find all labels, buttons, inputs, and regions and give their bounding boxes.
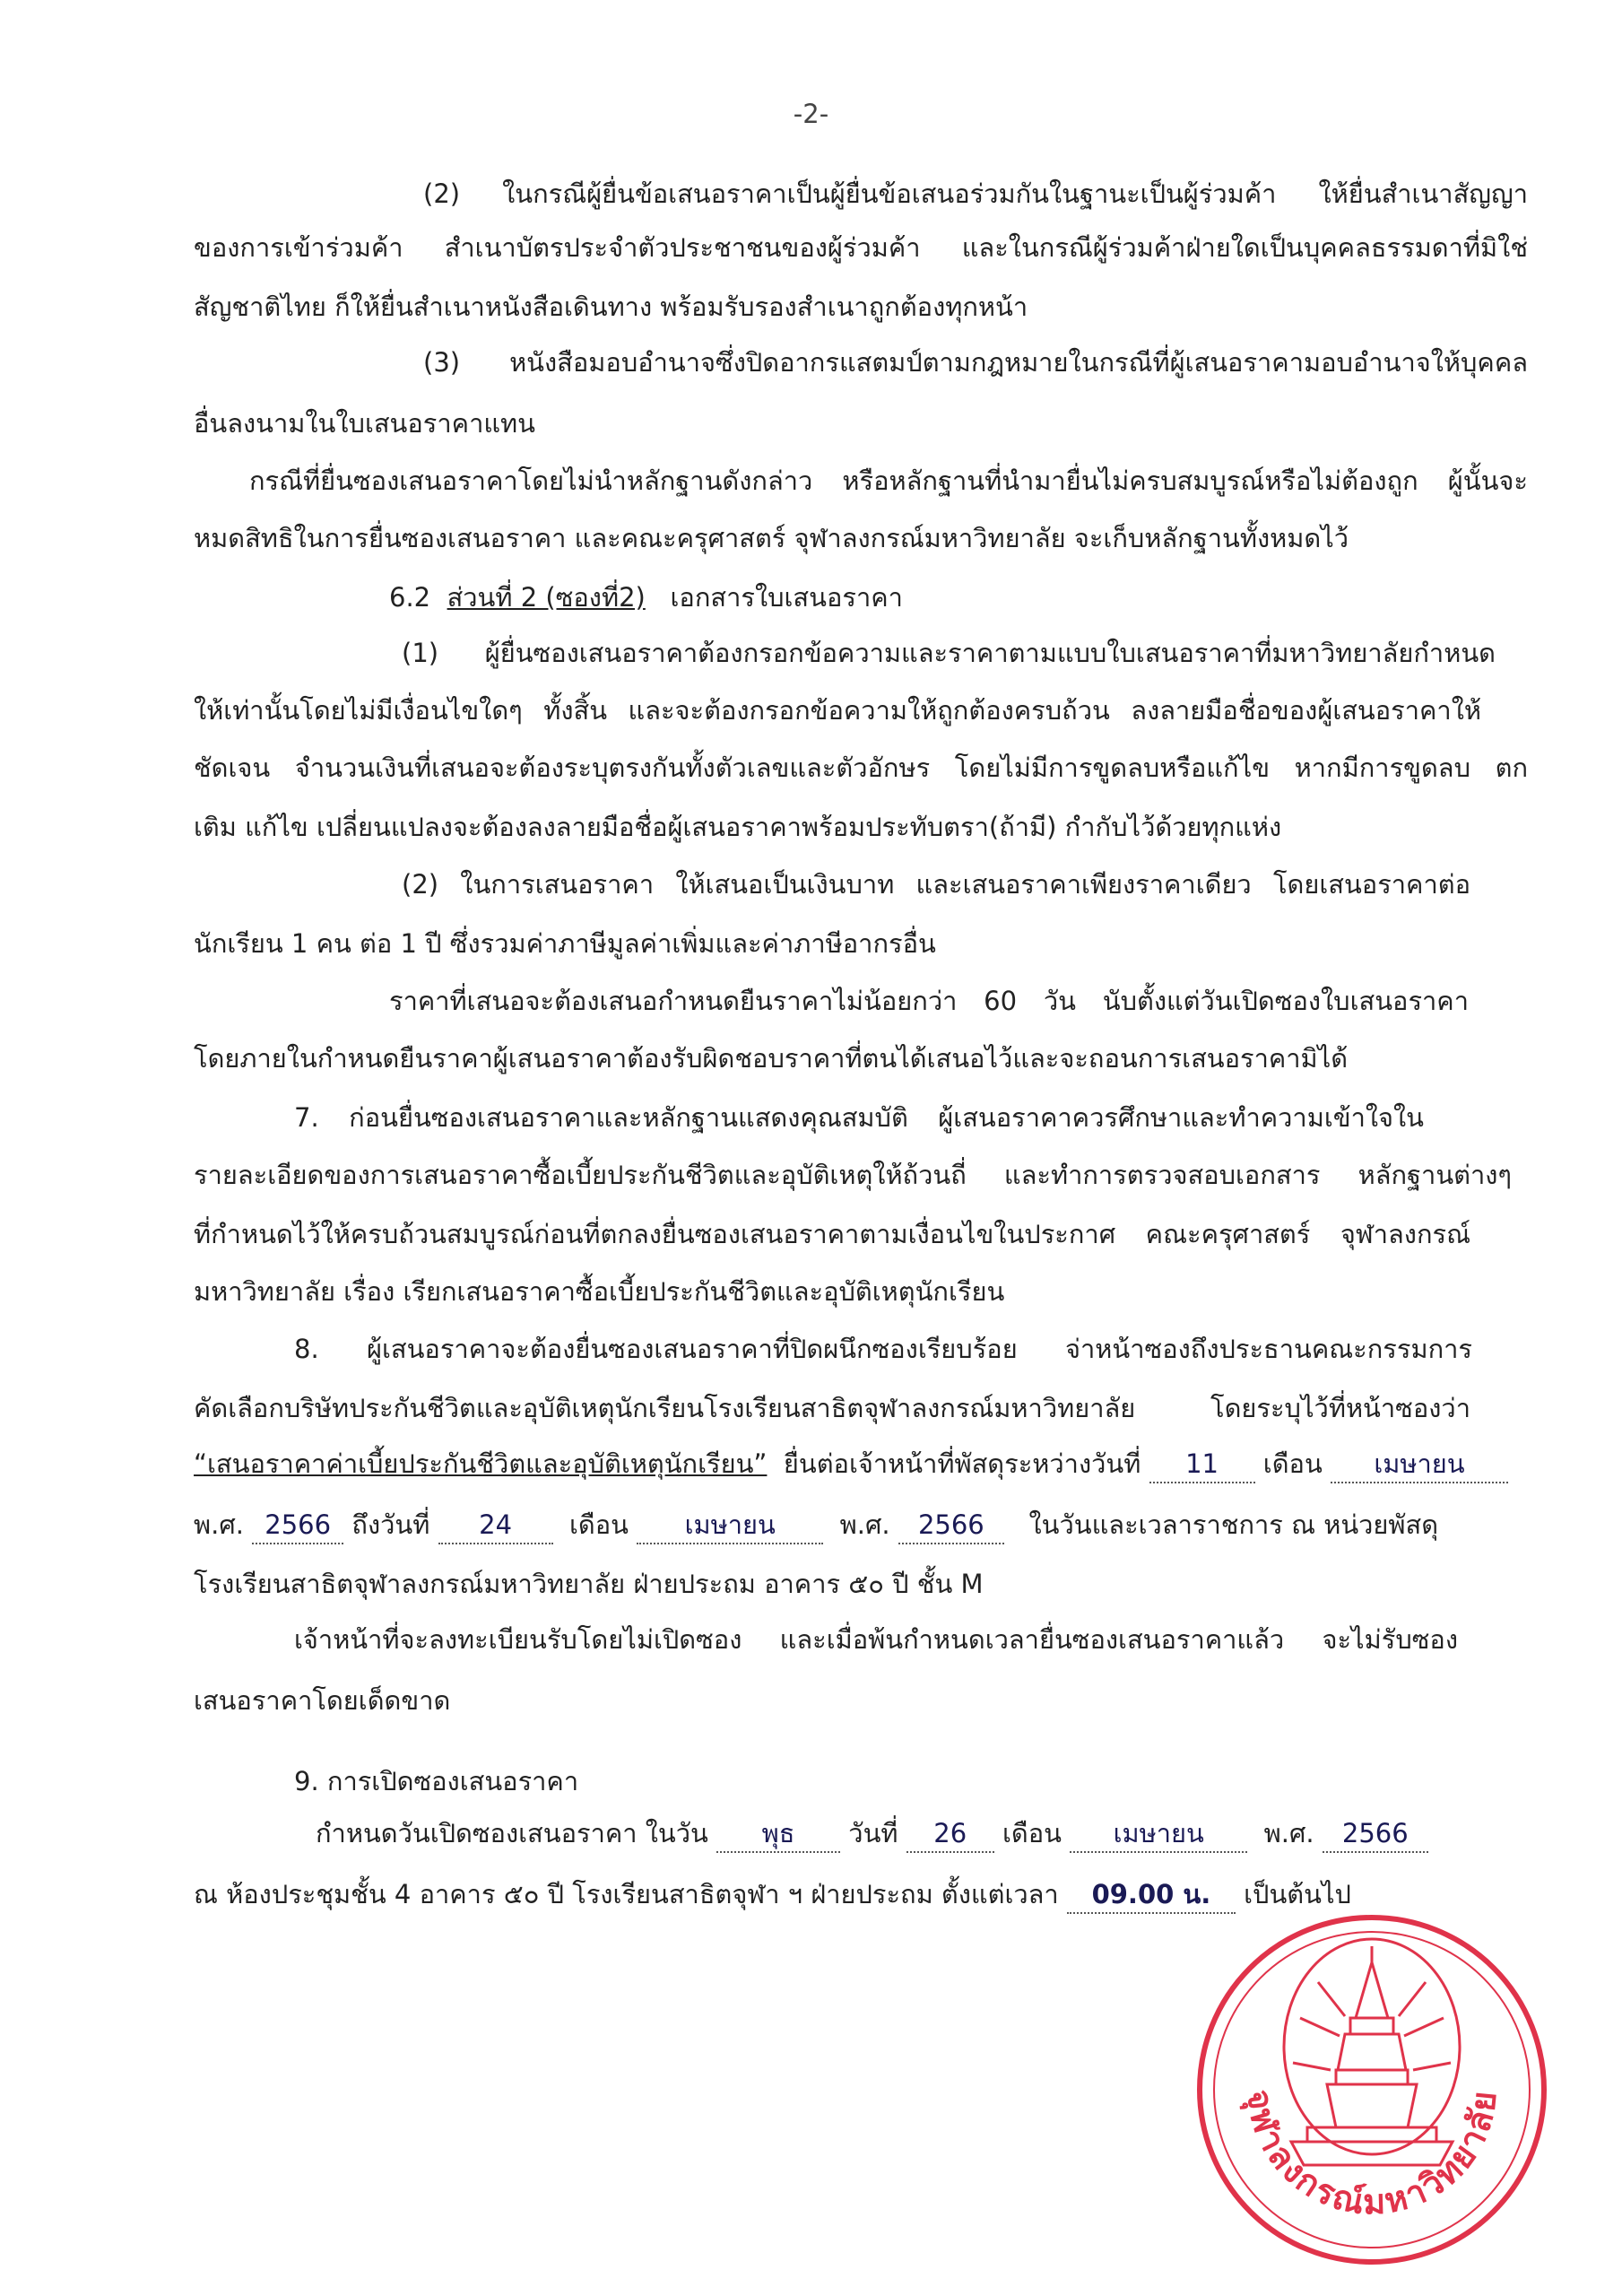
s7-line-2: รายละเอียดของการเสนอราคาซื้อเบี้ยประกันชีวิตและอุบัติเหตุให้ถ้วนถี่ และทำการตรวจสอบเอกสาร หลักฐานต่างๆ — [194, 1160, 1512, 1190]
missing-evidence-note-line-1: กรณีที่ยื่นซองเสนอราคาโดยไม่นำหลักฐานดังกล่าว หรือหลักฐานที่นำมายื่นไม่ครบสมบูรณ์หรือไม่ต้องถูก ผู้นั้นจะ — [249, 465, 1528, 496]
s6-2-item-1-line-2: ให้เท่านั้นโดยไม่มีเงื่อนไขใดๆ ทั้งสิ้น และจะต้องกรอกข้อความให้ถูกต้องครบถ้วน ลงลายมือชื่อของผู้เสนอราคาให้ — [194, 695, 1481, 726]
s6-1-item-2-line-1: (2) ในกรณีผู้ยื่นข้อเสนอราคาเป็นผู้ยื่นข้อเสนอร่วมกันในฐานะเป็นผู้ร่วมค้า ให้ยื่นสำเนาสัญญา — [423, 178, 1528, 209]
page-number: -2- — [793, 99, 829, 129]
s9-onward: เป็นต้นไป — [1244, 1879, 1351, 1909]
submission-end-year: 2566 — [898, 1507, 1004, 1544]
s9-day-label: วันที่ — [848, 1818, 898, 1848]
s7-line-1: 7. ก่อนยื่นซองเสนอราคาและหลักฐานแสดงคุณสมบัติ ผู้เสนอราคาควรศึกษาและทำความเข้าใจใน — [294, 1102, 1424, 1133]
s9-heading: 9. การเปิดซองเสนอราคา — [294, 1766, 579, 1796]
opening-day: 26 — [906, 1815, 994, 1853]
s6-2-heading — [389, 579, 903, 615]
s6-1-item-2-line-3: สัญชาติไทย ก็ให้ยื่นสำเนาหนังสือเดินทาง พร้อมรับรองสำเนาถูกต้องทุกหน้า — [194, 291, 1028, 322]
submission-start-month: เมษายน — [1331, 1446, 1508, 1483]
s8-month-label-2: เดือน — [569, 1509, 629, 1540]
seal-text: จุฬาลงกรณ์มหาวิทยาลัย — [1239, 2087, 1505, 2222]
submission-end-month: เมษายน — [637, 1507, 823, 1544]
s8-to-label: ถึงวันที่ — [351, 1509, 430, 1540]
s8-p2-line-2: เสนอราคาโดยเด็ดขาด — [194, 1685, 451, 1716]
university-seal-stamp — [1193, 1910, 1551, 2269]
s8-line-4 — [194, 1507, 1438, 1544]
s6-2-item-1-line-1: (1) ผู้ยื่นซองเสนอราคาต้องกรอกข้อความและราคาตามแบบใบเสนอราคาที่มหาวิทยาลัยกำหนด — [402, 638, 1496, 668]
s6-2-item-1-line-3: ชัดเจน จำนวนเงินที่เสนอจะต้องระบุตรงกันทั้งตัวเลขและตัวอักษร โดยไม่มีการขูดลบหรือแก้ไข หากมีการขูดลบ ตก — [194, 752, 1528, 783]
s8-office-hours: ในวันและเวลาราชการ ณ หน่วยพัสดุ — [1028, 1509, 1439, 1540]
s8-line-2: คัดเลือกบริษัทประกันชีวิตและอุบัติเหตุนักเรียนโรงเรียนสาธิตจุฬาลงกรณ์มหาวิทยาลัย โดยระบุไว้ที่หน้าซองว่า — [194, 1393, 1470, 1423]
s8-be-label-2: พ.ศ. — [839, 1509, 890, 1540]
s6-1-item-3-line-2: อื่นลงนามในใบเสนอราคาแทน — [194, 408, 535, 439]
s9-be-label: พ.ศ. — [1263, 1818, 1314, 1848]
s6-1-item-3-line-1: (3) หนังสือมอบอำนาจซึ่งปิดอากรแสตมป์ตามกฎหมายในกรณีที่ผู้เสนอราคามอบอำนาจให้บุคคล — [423, 347, 1528, 378]
opening-month: เมษายน — [1070, 1815, 1247, 1853]
price-validity-line-2: โดยภายในกำหนดยืนราคาผู้เสนอราคาต้องรับผิดชอบราคาที่ตนได้เสนอไว้และจะถอนการเสนอราคามิได้ — [194, 1043, 1349, 1074]
s7-line-3: ที่กำหนดไว้ให้ครบถ้วนสมบูรณ์ก่อนที่ตกลงยื่นซองเสนอราคาตามเงื่อนไขในประกาศ คณะครุศาสตร์ จุฬาลงกรณ์ — [194, 1219, 1470, 1249]
envelope-label: “เสนอราคาค่าเบี้ยประกันชีวิตและอุบัติเหตุนักเรียน” — [194, 1448, 768, 1479]
s6-2-part-label: ส่วนที่ 2 (ซองที่2) — [447, 582, 646, 613]
s6-2-item-1-line-4: เติม แก้ไข เปลี่ยนแปลงจะต้องลงลายมือชื่อผู้เสนอราคาพร้อมประทับตรา(ถ้ามี) กำกับไว้ด้วยทุกแห่ง — [194, 812, 1282, 842]
crown-emblem-icon — [1291, 1946, 1453, 2165]
s6-2-item-2-line-2: นักเรียน 1 คน ต่อ 1 ปี ซึ่งรวมค่าภาษีมูลค่าเพิ่มและค่าภาษีอากรอื่น — [194, 928, 936, 959]
s9-line-1 — [316, 1815, 1428, 1853]
s9-line-2 — [194, 1876, 1351, 1914]
s8-line-1: 8. ผู้เสนอราคาจะต้องยื่นซองเสนอราคาที่ปิดผนึกซองเรียบร้อย จ่าหน้าซองถึงประธานคณะกรรมการ — [294, 1334, 1472, 1364]
s8-line-3 — [194, 1446, 1508, 1483]
s9-venue-text: ณ ห้องประชุมชั้น 4 อาคาร ๕๐ ปี โรงเรียนสาธิตจุฬา ฯ ฝ่ายประถม ตั้งแต่เวลา — [194, 1879, 1059, 1909]
s7-line-4: มหาวิทยาลัย เรื่อง เรียกเสนอราคาซื้อเบี้ยประกันชีวิตและอุบัติเหตุนักเรียน — [194, 1276, 1005, 1307]
s9-month-label: เดือน — [1002, 1818, 1062, 1848]
opening-weekday: พุธ — [716, 1815, 840, 1853]
s6-2-title: เอกสารใบเสนอราคา — [670, 582, 903, 613]
s6-2-item-2-line-1: (2) ในการเสนอราคา ให้เสนอเป็นเงินบาท และเสนอราคาเพียงราคาเดียว โดยเสนอราคาต่อ — [402, 869, 1470, 900]
s6-2-number: 6.2 — [389, 582, 431, 613]
s8-month-label-1: เดือน — [1262, 1448, 1323, 1479]
opening-time: 09.00 น. — [1067, 1876, 1236, 1914]
price-validity-line-1: ราคาที่เสนอจะต้องเสนอกำหนดยืนราคาไม่น้อยกว่า 60 วัน นับตั้งแต่วันเปิดซองใบเสนอราคา — [389, 986, 1469, 1016]
s8-submission-text: ยื่นต่อเจ้าหน้าที่พัสดุระหว่างวันที่ — [783, 1448, 1141, 1479]
submission-end-day: 24 — [438, 1507, 553, 1544]
submission-start-year: 2566 — [252, 1507, 343, 1544]
s8-line-5: โรงเรียนสาธิตจุฬาลงกรณ์มหาวิทยาลัย ฝ่ายประถม อาคาร ๕๐ ปี ชั้น M — [194, 1569, 984, 1599]
submission-start-day: 11 — [1149, 1446, 1255, 1483]
s8-be-label-1: พ.ศ. — [194, 1509, 244, 1540]
s8-p2-line-1: เจ้าหน้าที่จะลงทะเบียนรับโดยไม่เปิดซอง และเมื่อพ้นกำหนดเวลายื่นซองเสนอราคาแล้ว จะไม่รับซอง — [294, 1624, 1458, 1655]
opening-year: 2566 — [1323, 1815, 1428, 1853]
s9-opening-text: กำหนดวันเปิดซองเสนอราคา ในวัน — [316, 1818, 708, 1848]
missing-evidence-note-line-2: หมดสิทธิในการยื่นซองเสนอราคา และคณะครุศาสตร์ จุฬาลงกรณ์มหาวิทยาลัย จะเก็บหลักฐานทั้งหมดไว้ — [194, 523, 1349, 553]
s6-1-item-2-line-2: ของการเข้าร่วมค้า สำเนาบัตรประจำตัวประชาชนของผู้ร่วมค้า และในกรณีผู้ร่วมค้าฝ่ายใดเป็นบุคคลธรรมดาที่มิใช่ — [194, 232, 1528, 263]
